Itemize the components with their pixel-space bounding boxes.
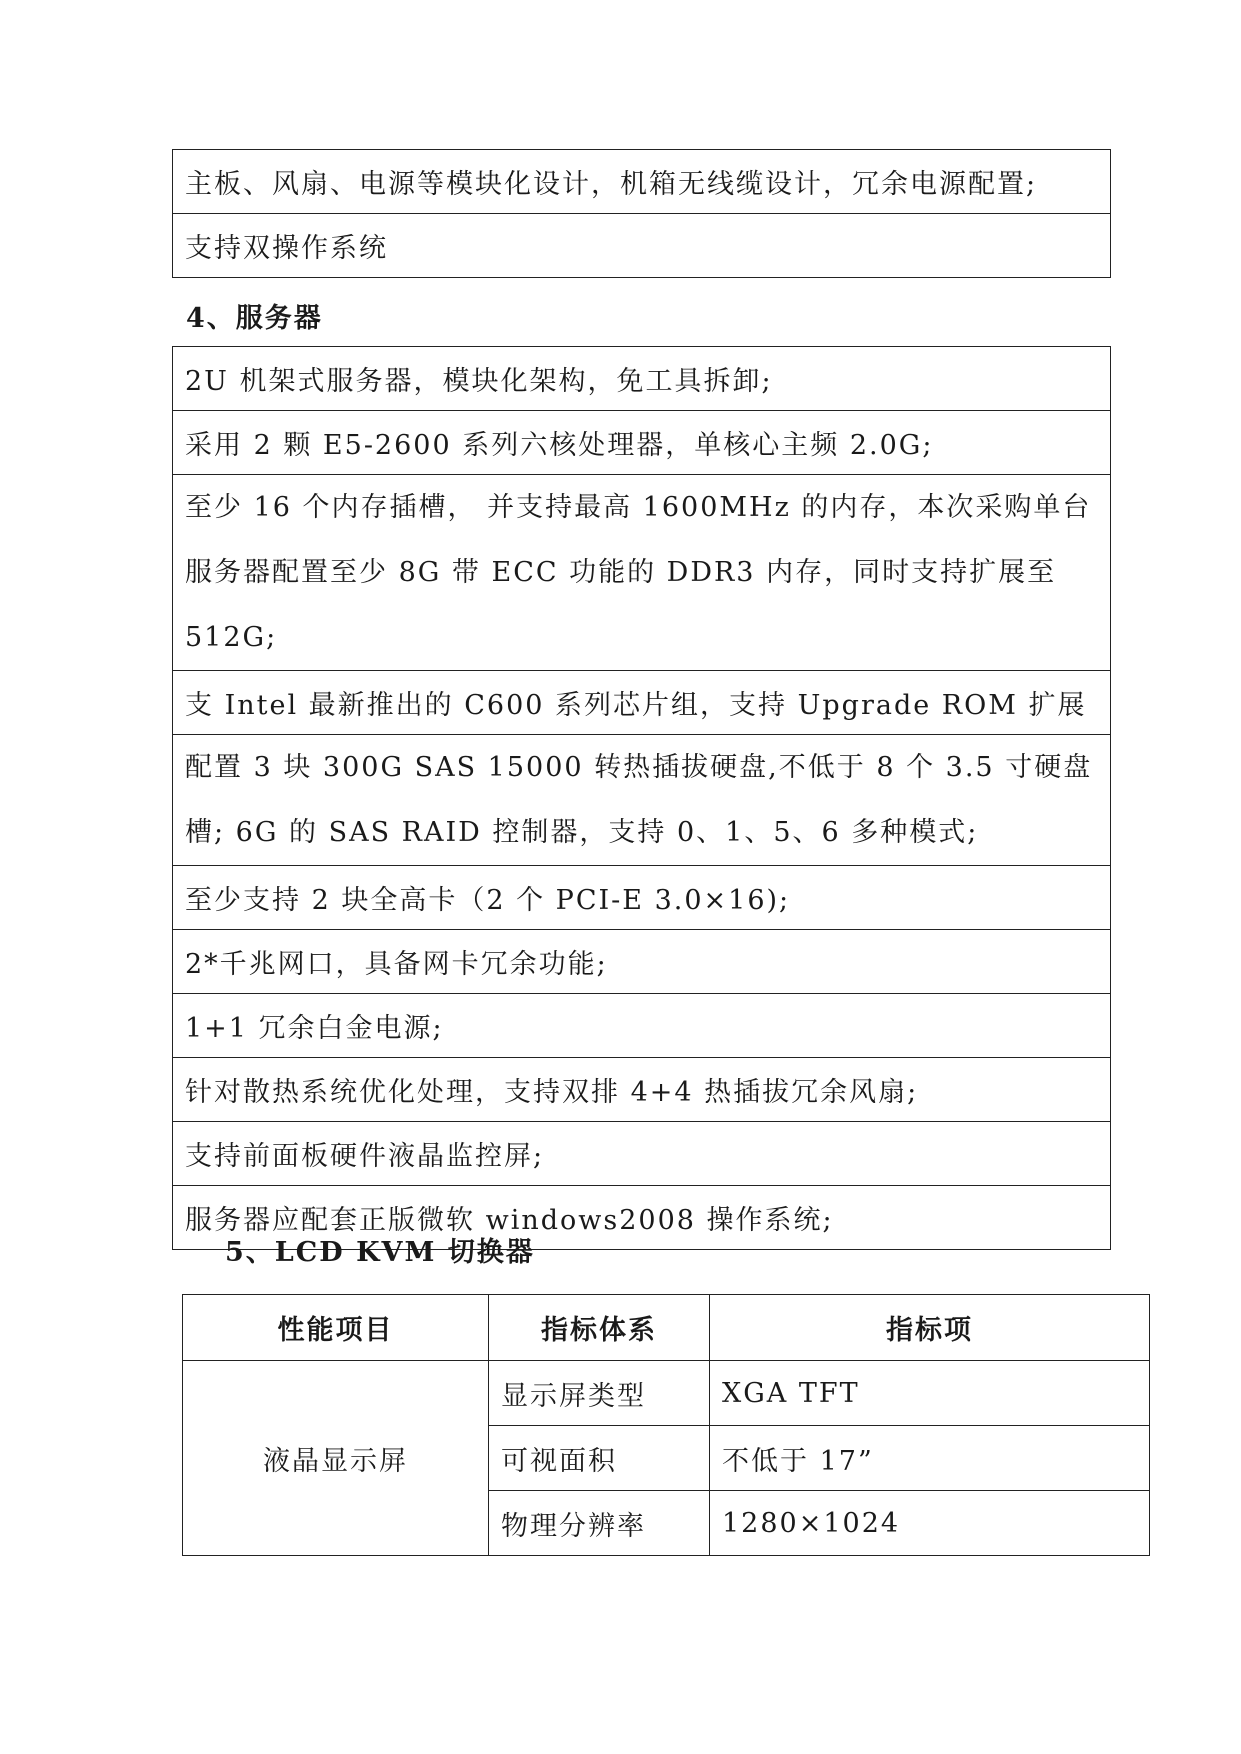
section-heading-kvm: 5、LCD KVM 切换器 (225, 1237, 535, 1268)
column-header-indicator-value: 指标项 (710, 1295, 1150, 1361)
table-cell: 至少支持 2 块全高卡（2 个 PCI-E 3.0×16); (173, 866, 1111, 930)
table-cell: 至少 16 个内存插槽， 并支持最高 1600MHz 的内存，本次采购单台服务器配置至少 8G 带 ECC 功能的 DDR3 内存，同时支持扩展至 512G; (173, 475, 1111, 671)
table-cell: 支 Intel 最新推出的 C600 系列芯片组，支持 Upgrade ROM 扩展 (173, 671, 1111, 735)
table-cell: 主板、风扇、电源等模块化设计，机箱无线缆设计，冗余电源配置; (173, 150, 1111, 214)
table-cell: 1+1 冗余白金电源; (173, 994, 1111, 1058)
table-row (173, 411, 1111, 475)
table-cell: 服务器应配套正版微软 windows2008 操作系统; (173, 1186, 1111, 1250)
indicator-cell: 显示屏类型 (489, 1361, 710, 1426)
column-header-performance-item: 性能项目 (183, 1295, 489, 1361)
value-cell: 不低于 17” (710, 1426, 1150, 1491)
table-header-row (183, 1295, 1150, 1361)
table-row (173, 930, 1111, 994)
table-row (173, 735, 1111, 866)
table-row (183, 1361, 1150, 1426)
section-heading-server: 4、服务器 (186, 303, 323, 334)
server-spec-table (172, 346, 1111, 1250)
table-cell: 配置 3 块 300G SAS 15000 转热插拔硬盘,不低于 8 个 3.5 寸硬盘槽; 6G 的 SAS RAID 控制器，支持 0、1、5、6 多种模式; (173, 735, 1111, 866)
table-row (173, 1058, 1111, 1122)
table-row (173, 347, 1111, 411)
table-cell: 针对散热系统优化处理，支持双排 4+4 热插拔冗余风扇; (173, 1058, 1111, 1122)
column-header-indicator-system: 指标体系 (489, 1295, 710, 1361)
value-cell: 1280×1024 (710, 1491, 1150, 1556)
group-cell-lcd-screen: 液晶显示屏 (183, 1361, 489, 1556)
table-row (173, 994, 1111, 1058)
table-row (173, 475, 1111, 671)
table-row (173, 150, 1111, 214)
table-cell: 支持双操作系统 (173, 214, 1111, 278)
table-row (173, 866, 1111, 930)
table-row (173, 1122, 1111, 1186)
table-cell: 采用 2 颗 E5-2600 系列六核处理器，单核心主频 2.0G; (173, 411, 1111, 475)
table-cell: 2U 机架式服务器，模块化架构，免工具拆卸; (173, 347, 1111, 411)
table-cell: 2*千兆网口，具备网卡冗余功能; (173, 930, 1111, 994)
table-row (173, 671, 1111, 735)
value-cell: XGA TFT (710, 1361, 1150, 1426)
indicator-cell: 可视面积 (489, 1426, 710, 1491)
kvm-spec-table (182, 1294, 1150, 1556)
requirements-table-continued (172, 149, 1111, 278)
table-row (173, 214, 1111, 278)
indicator-cell: 物理分辨率 (489, 1491, 710, 1556)
table-cell: 支持前面板硬件液晶监控屏; (173, 1122, 1111, 1186)
